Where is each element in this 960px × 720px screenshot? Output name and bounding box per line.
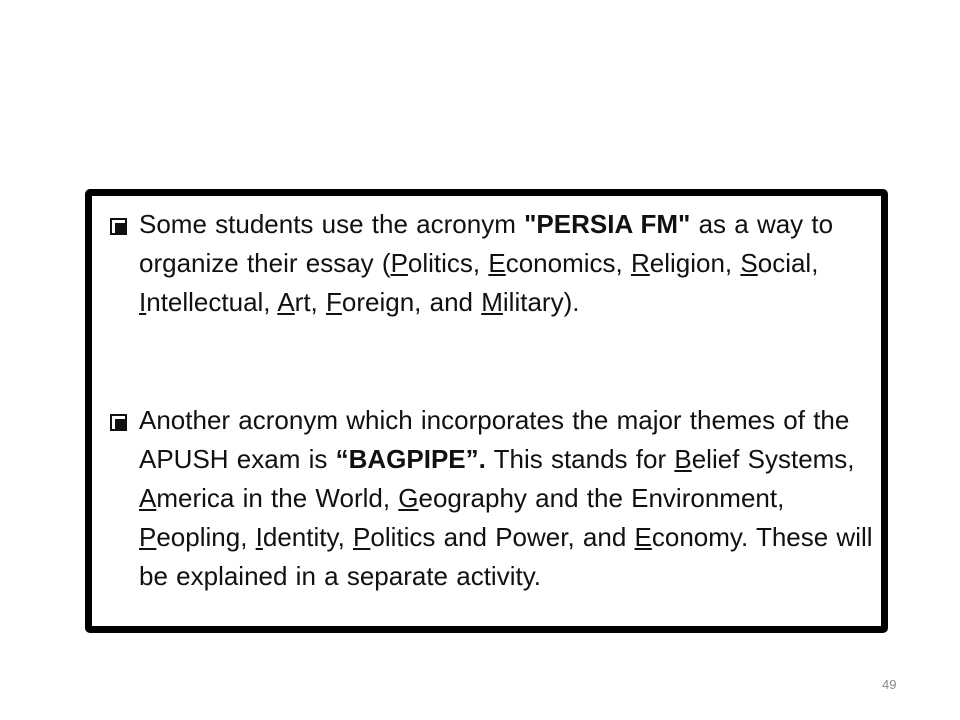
underlined-initial: A (277, 287, 295, 317)
text-box (85, 189, 888, 633)
underlined-initial: I (139, 287, 147, 317)
text-run: rt, (294, 287, 327, 317)
text-run: eography and the Environment, (418, 483, 785, 513)
text-run: ntellectual, (146, 287, 278, 317)
underlined-initial: G (398, 483, 419, 513)
text-run: olitics, (407, 248, 489, 278)
bold-text: “BAGPIPE”. (335, 444, 486, 474)
page-number: 49 (882, 677, 897, 692)
text-run: dentity, (262, 522, 354, 552)
underlined-initial: R (630, 248, 650, 278)
text-run: ilitary). (502, 287, 580, 317)
underlined-initial: S (740, 248, 758, 278)
text-run: ocial, (757, 248, 819, 278)
underlined-initial: P (353, 522, 371, 552)
underlined-initial: A (139, 483, 157, 513)
text-run: merica in the World, (156, 483, 399, 513)
text-run: Another acronym which incorporates the major themes of the APUSH exam is (139, 405, 850, 474)
text-run: This stands for (485, 444, 675, 474)
bullet-text-bagpipe (139, 401, 874, 596)
underlined-initial: P (390, 248, 408, 278)
text-run: eopling, (156, 522, 256, 552)
text-run: oreign, and (341, 287, 482, 317)
text-run: conomics, (505, 248, 631, 278)
underlined-initial: B (674, 444, 692, 474)
checkbox-bullet-icon (110, 218, 127, 235)
underlined-initial: E (634, 522, 652, 552)
underlined-initial: E (488, 248, 506, 278)
bold-text: "PERSIA FM" (524, 209, 691, 239)
underlined-initial: M (481, 287, 503, 317)
underlined-initial: P (139, 522, 157, 552)
bullet-item (110, 205, 874, 322)
text-run: conomy. These will be explained in a separate activity. (139, 522, 873, 591)
text-run: olitics and Power, and (370, 522, 635, 552)
text-run: Some students use the acronym (139, 209, 525, 239)
underlined-initial: F (326, 287, 342, 317)
text-run: as a way to organize their essay ( (139, 209, 834, 278)
bullet-text-persia (139, 205, 874, 322)
bullet-item (110, 401, 874, 596)
underlined-initial: I (255, 522, 263, 552)
text-run: eligion, (649, 248, 741, 278)
text-run: elief Systems, (691, 444, 855, 474)
checkbox-bullet-icon (110, 414, 127, 431)
